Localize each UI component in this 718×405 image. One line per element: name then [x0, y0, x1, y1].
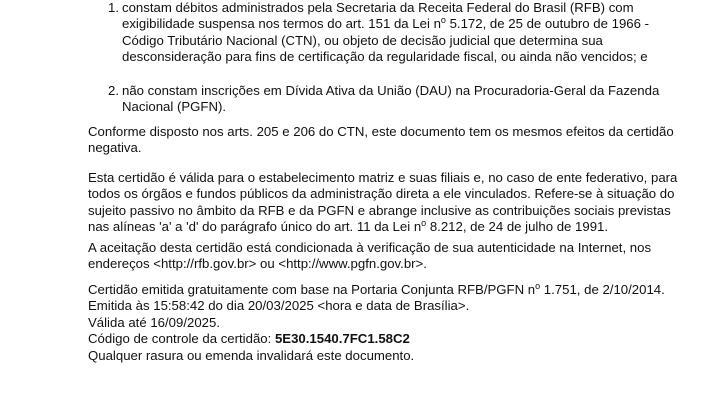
superscript: o [421, 218, 427, 229]
list-item-line: constam débitos administrados pela Secretaria da Receita Federal do Brasil (RFB) com [122, 0, 634, 15]
paragraph-validade [88, 170, 678, 236]
list-item-2 [108, 83, 660, 116]
paragraph-line: nas alíneas 'a' a 'd' do parágrafo único do art. 11 da Lei n [88, 219, 422, 235]
superscript: o [440, 15, 446, 26]
superscript: o [535, 281, 541, 291]
paragraph-line: Qualquer rasura ou emenda invalidará este documento. [88, 347, 415, 363]
paragraph-line: negativa. [88, 140, 142, 156]
paragraph-line: Esta certidão é válida para o estabelecimento matriz e suas filiais e, no caso de ente federativo, para [88, 170, 678, 185]
paragraph-line: endereços <http://rfb.gov.br> ou <http://www.pgfn.gov.br>. [88, 256, 427, 272]
paragraph-line-rest: 1.751, de 2/10/2014. [540, 282, 665, 297]
list-item-line: não constam inscrições em Dívida Ativa da União (DAU) na Procuradoria-Geral da Fazenda [122, 83, 660, 98]
list-item-line: exigibilidade suspensa nos termos do art. 151 da Lei n [122, 16, 441, 32]
paragraph-line: Certidão emitida gratuitamente com base na Portaria Conjunta RFB/PGFN n [88, 282, 536, 297]
control-code-label: Código de controle da certidão: [88, 331, 275, 347]
list-item-line-rest: 5.172, de 25 de outubro de 1966 - [445, 16, 650, 32]
list-item-line: desconsideração para fins de certificação da regularidade fiscal, ou ainda não vencidos; e [122, 49, 648, 65]
emission-datetime: Emitida às 15:58:42 do dia 20/03/2025 <hora e data de Brasília>. [88, 298, 470, 314]
valid-until: Válida até 16/09/2025. [88, 314, 220, 330]
paragraph-line: todos os órgãos e fundos públicos da administração direta a ele vinculados. Refere-se à situação do [88, 186, 675, 202]
list-item-line: Nacional (PGFN). [122, 99, 227, 115]
list-item-1 [108, 0, 650, 66]
control-code: 5E30.1540.7FC1.58C2 [274, 331, 410, 347]
paragraph-aceitacao [88, 240, 652, 273]
paragraph-line: Conforme disposto nos arts. 205 e 206 do CTN, este documento tem os mesmos efeitos da certidão [88, 124, 674, 139]
list-item-number: 2. [108, 83, 119, 98]
list-item-line: Código Tributário Nacional (CTN), ou objeto de decisão judicial que determina sua [122, 32, 603, 48]
paragraph-line: sujeito passivo no âmbito da RFB e da PGFN e abrange inclusive as contribuições sociais previstas [88, 202, 671, 218]
paragraph-line-rest: 8.212, de 24 de julho de 1991. [426, 219, 609, 235]
paragraph-line: A aceitação desta certidão está condicionada à verificação de sua autenticidade na Internet, nos [88, 240, 652, 255]
paragraph-emissao [88, 281, 665, 364]
paragraph-conforme [88, 124, 674, 157]
list-item-number: 1. [108, 0, 119, 15]
